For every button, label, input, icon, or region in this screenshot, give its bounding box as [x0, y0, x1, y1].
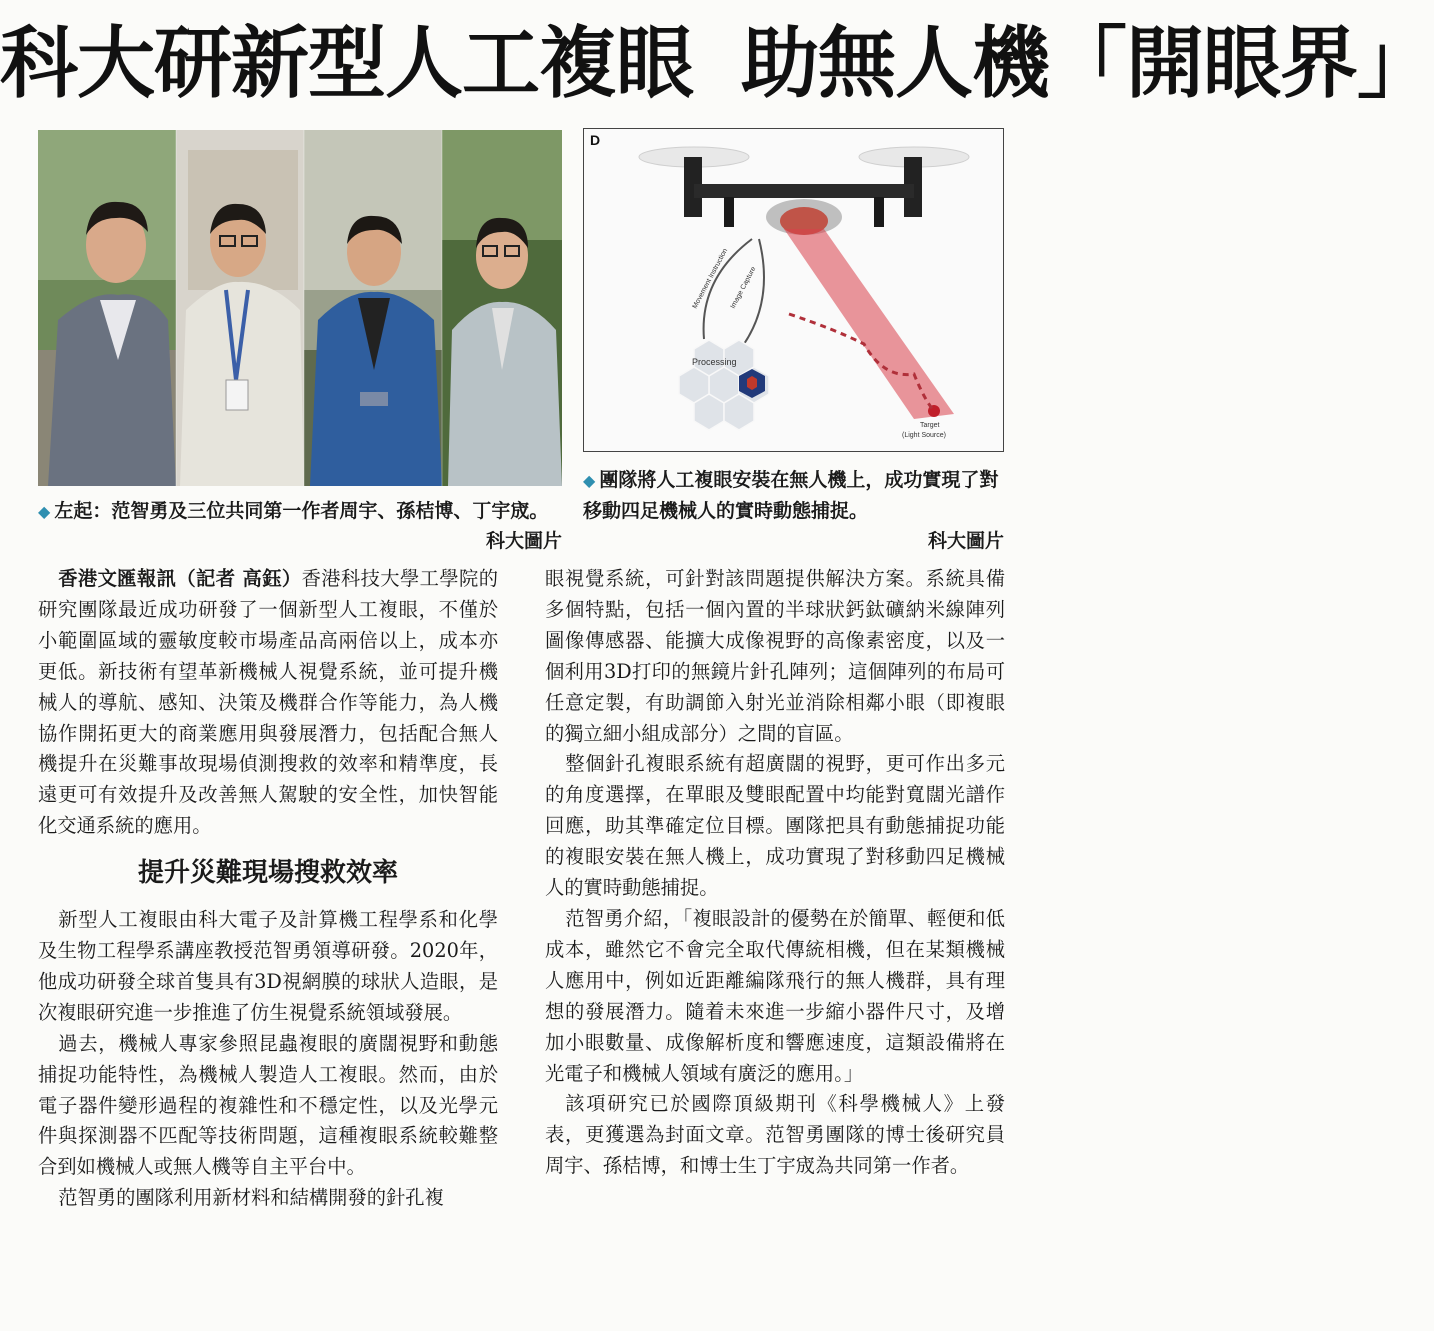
subheading: 提升災難現場搜救效率	[137, 858, 398, 889]
headline-part1: 科大研新型人工複眼	[0, 19, 694, 109]
lead-paragraph: 香港文匯報訊（記者 高鈺）香港科技大學工學院的研究團隊最近成功研發了一個新型人工複眼，不僅於小範圍區域的靈敏度較市場產品高兩倍以上，成本亦更低。新技術有望革新機械人視覺系統，並可提升機械人的導航、感知、決策及機群合作等能力，為人機協作開拓更大的商業應用與發展潛力，包括配合無人機提升在災難事故現場偵測搜救的效率和精準度，長遠更可有效提升及改善無人駕駛的安全性，加快智能化交通系統的應用。	[38, 567, 498, 838]
paragraph-2: 新型人工複眼由科大電子及計算機工程學系和化學及生物工程學系講座教授范智勇領導研發。2020年，他成功研發全球首隻具有3D視網膜的球狀人造眼，是次複眼研究進一步推進了仿生視覺系統領域發展。	[38, 908, 498, 1024]
headline-part2: 助無人機「開眼界」	[741, 19, 1434, 109]
paragraph-4-cont: 眼視覺系統，可針對該問題提供解決方案。系統具備多個特點，包括一個內置的半球狀鈣鈦礦納米線陣列圖像傳感器、能擴大成像視野的高像素密度，以及一個利用3D打印的無鏡片針孔陣列；這個陣列的布局可任意定製，有助調節入射光並消除相鄰小眼（即複眼的獨立細小組成部分）之間的盲區。	[545, 567, 1005, 745]
label-processing: Processing	[692, 357, 737, 367]
left-credit: 科大圖片	[485, 530, 562, 552]
byline: 香港文匯報訊（記者 高鈺）	[58, 567, 302, 590]
drone-diagram	[583, 128, 1004, 452]
label-image-capture: Image Capture	[729, 265, 758, 310]
researchers-photo	[38, 130, 562, 486]
paragraph-5: 整個針孔複眼系統有超廣闊的視野，更可作出多元的角度選擇，在單眼及雙眼配置中均能對寬闊光譜作回應，助其準確定位目標。團隊把具有動態捕捉功能的複眼安裝在無人機上，成功實現了對移動四足機械人的實時動態捕捉。	[545, 752, 1005, 900]
paragraph-4-start: 范智勇的團隊利用新材料和結構開發的針孔複	[58, 1186, 444, 1210]
article-column-left	[38, 564, 498, 1214]
right-credit: 科大圖片	[927, 530, 1004, 552]
label-movement: Movement Instruction	[691, 247, 730, 310]
headline	[0, 14, 1434, 114]
diamond-icon: ◆	[38, 502, 51, 521]
article-column-right	[545, 564, 1005, 1182]
panel-label: D	[590, 132, 601, 148]
paragraph-3: 過去，機械人專家參照昆蟲複眼的廣闊視野和動態捕捉功能特性，為機械人製造人工複眼。然而，由於電子器件變形過程的複雜性和不穩定性，以及光學元件與探測器不匹配等技術問題，這種複眼系統較難整合到如機械人或無人機等自主平台中。	[38, 1031, 498, 1179]
paragraph-7: 該項研究已於國際頂級期刊《科學機械人》上發表，更獲選為封面文章。范智勇團隊的博士後研究員周宇、孫桔博，和博士生丁宇宬為共同第一作者。	[545, 1092, 1005, 1178]
label-target: Target	[920, 422, 940, 429]
left-caption: ◆ 左起：范智勇及三位共同第一作者周宇、孫桔博、丁宇宬。	[38, 500, 549, 522]
right-caption: ◆ 團隊將人工複眼安裝在無人機上，成功實現了對移動四足機械人的實時動態捕捉。	[583, 469, 999, 522]
diamond-icon: ◆	[583, 471, 596, 490]
paragraph-6: 范智勇介紹，「複眼設計的優勢在於簡單、輕便和低成本，雖然它不會完全取代傳統相機，但在某類機械人應用中，例如近距離編隊飛行的無人機群，具有理想的發展潛力。隨着未來進一步縮小器件尺寸，及增加小眼數量、成像解析度和響應速度，這類設備將在光電子和機械人領域有廣泛的應用。」	[545, 906, 1005, 1085]
label-light-source: (Light Source)	[902, 432, 946, 439]
